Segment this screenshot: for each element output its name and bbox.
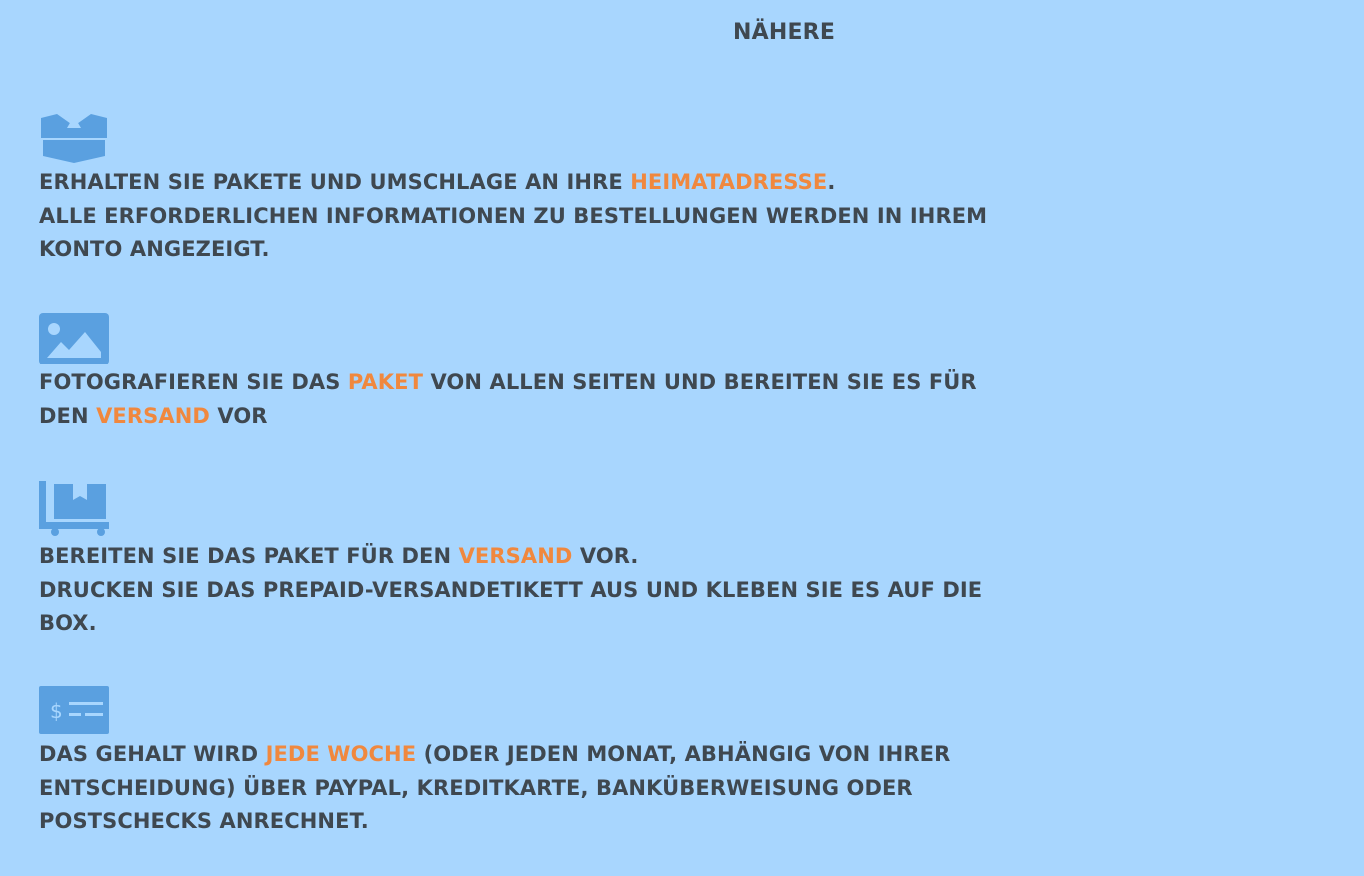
step-text xyxy=(39,166,1039,267)
step-line: ENTSCHEIDUNG) ÜBER PAYPAL, KREDITKARTE, BANKÜBERWEISUNG ODER xyxy=(39,775,913,800)
step-line: FOTOGRAFIEREN SIE DAS PAKET VON ALLEN SEITEN UND BEREITEN SIE ES FÜR xyxy=(39,370,977,394)
step-line: DAS GEHALT WIRD JEDE WOCHE (ODER JEDEN MONAT, ABHÄNGIG VON IHRER xyxy=(39,742,951,766)
svg-text:$: $ xyxy=(50,699,63,723)
step-text xyxy=(39,366,1039,433)
more-link[interactable]: NÄHERE xyxy=(733,20,836,45)
step-line: KONTO ANGEZEIGT. xyxy=(39,237,270,261)
step-text xyxy=(39,540,1039,641)
money-check-icon xyxy=(39,684,109,736)
step-line: ERHALTEN SIE PAKETE UND UMSCHLAGE AN IHRE HEIMATADRESSE. xyxy=(39,170,836,194)
step-line: DEN VERSAND VOR xyxy=(39,403,268,428)
step-text xyxy=(39,738,1039,839)
highlight-text: PAKET xyxy=(347,370,424,394)
step-line: DRUCKEN SIE DAS PREPAID-VERSANDETIKETT AUS UND KLEBEN SIE ES AUF DIE xyxy=(39,577,983,602)
step-payment xyxy=(39,684,1039,839)
step-prepare-shipping xyxy=(39,480,1039,641)
highlight-text: JEDE WOCHE xyxy=(265,742,417,766)
highlight-text: HEIMATADRESSE xyxy=(630,170,828,194)
step-photograph-package xyxy=(39,312,1039,433)
open-box-icon xyxy=(39,112,109,164)
step-line: BOX. xyxy=(39,611,97,635)
step-receive-packages xyxy=(39,112,1039,267)
step-line: BEREITEN SIE DAS PAKET FÜR DEN VERSAND VOR. xyxy=(39,544,639,568)
highlight-text: VERSAND xyxy=(458,544,573,568)
step-line: ALLE ERFORDERLICHEN INFORMATIONEN ZU BESTELLUNGEN WERDEN IN IHREM xyxy=(39,203,988,228)
dolly-box-icon xyxy=(39,480,109,536)
highlight-text: VERSAND xyxy=(96,403,210,428)
image-icon xyxy=(39,312,109,364)
step-line: POSTSCHECKS ANRECHNET. xyxy=(39,809,369,833)
